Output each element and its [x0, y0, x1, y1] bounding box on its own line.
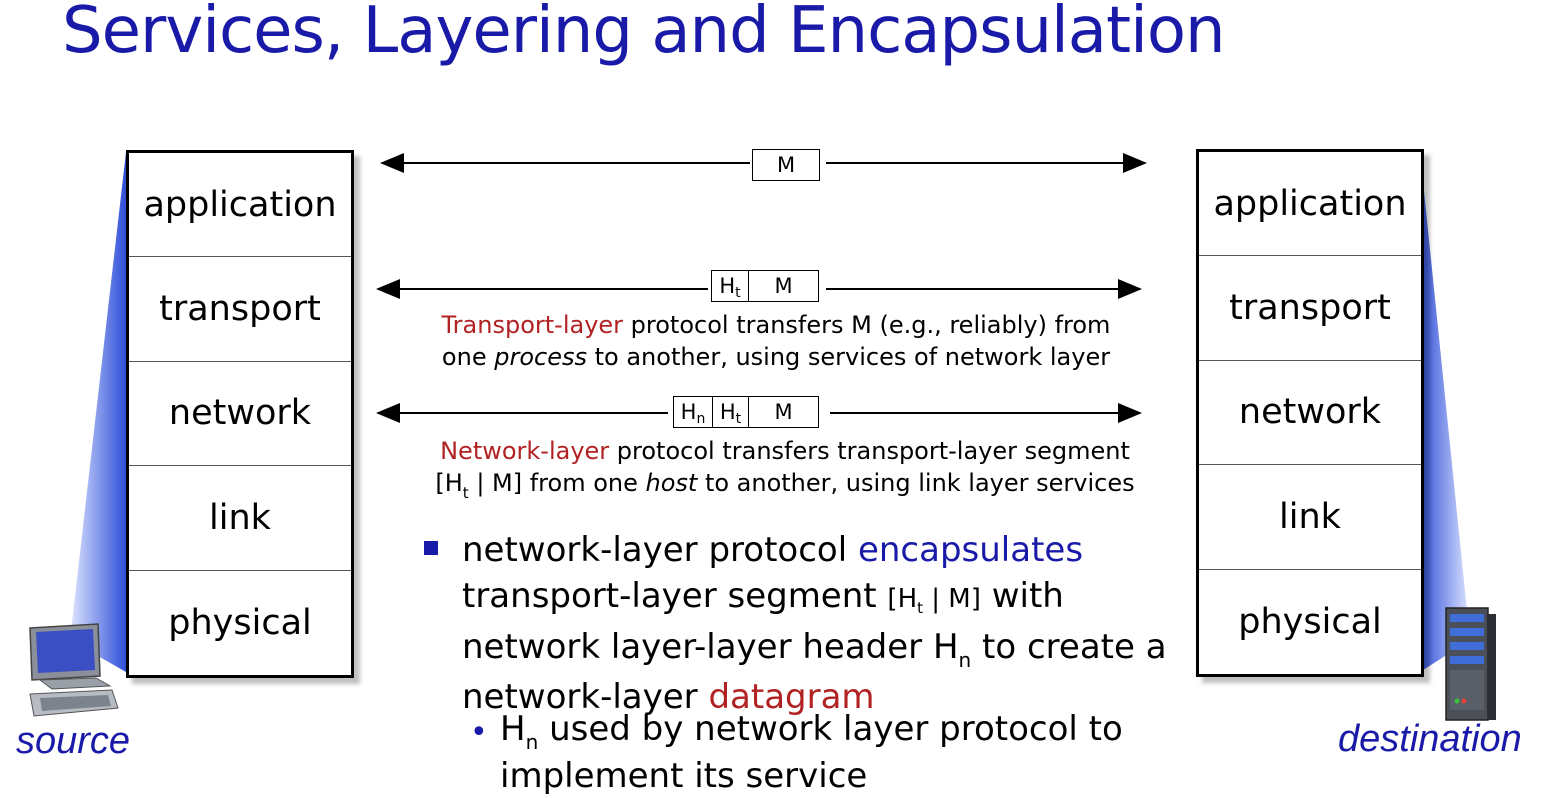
source-protocol-stack — [126, 150, 354, 678]
source-wedge — [70, 152, 126, 672]
bullet-line3: network layer-layer header $H_n$ to create a — [462, 627, 1167, 672]
transport-description-line2: one process to another, using services of network layer — [441, 343, 1111, 371]
source-layer-application: application — [129, 153, 351, 257]
source-layer-link: link — [129, 466, 351, 570]
source-layer-transport: transport — [129, 257, 351, 361]
dest-layer-physical: physical — [1238, 601, 1382, 642]
bullet-dot-icon: • — [470, 715, 488, 750]
transport-segment-box — [711, 270, 819, 302]
network-description-line1: Network-layer protocol transfers transport-layer segment — [440, 437, 1130, 465]
encapsulation-bullet — [462, 528, 1192, 720]
bullet-line2: transport-layer segment [$H_t$ | M] with — [462, 575, 1064, 617]
destination-protocol-stack — [1196, 149, 1424, 677]
network-header-hn: H n — [680, 400, 706, 427]
dest-layer-application: application — [1199, 152, 1421, 256]
application-message-box — [752, 149, 820, 181]
network-description — [410, 435, 1160, 502]
dest-layer-transport: transport — [1199, 256, 1421, 360]
server-icon — [1446, 608, 1496, 720]
source-layer-network: network — [129, 362, 351, 466]
bullet-line4: network-layer datagram — [462, 676, 875, 717]
subbullet-line1: $H_n$ used by network layer protocol to — [500, 709, 1123, 754]
network-description-line2: [$H_t$ | M] from one host to another, using link layer services — [435, 469, 1135, 502]
message-m: M — [776, 153, 796, 177]
page-title: Services, Layering and Encapsulation — [62, 0, 1225, 68]
dest-layer-network: network — [1199, 361, 1421, 465]
datagram-transport-header-ht: H t — [712, 397, 748, 427]
bullet-line1: network-layer protocol encapsulates — [462, 530, 1084, 570]
header-usage-subbullet — [500, 708, 1200, 798]
network-datagram-box — [673, 396, 819, 428]
source-layer-physical: physical — [168, 602, 312, 643]
destination-wedge — [1420, 152, 1470, 672]
datagram-message-m: M — [748, 397, 818, 427]
bullet-square-icon — [424, 541, 438, 555]
transport-header-ht: H t — [719, 274, 741, 301]
dest-layer-link: link — [1199, 465, 1421, 569]
segment-message-m: M — [748, 271, 818, 301]
source-label: source — [16, 720, 131, 762]
subbullet-line2: implement its service — [500, 756, 868, 796]
transport-description-line1: Transport-layer protocol transfers M (e.g., reliably) from — [441, 311, 1111, 339]
destination-label: destination — [1338, 718, 1522, 760]
transport-description — [416, 309, 1136, 373]
